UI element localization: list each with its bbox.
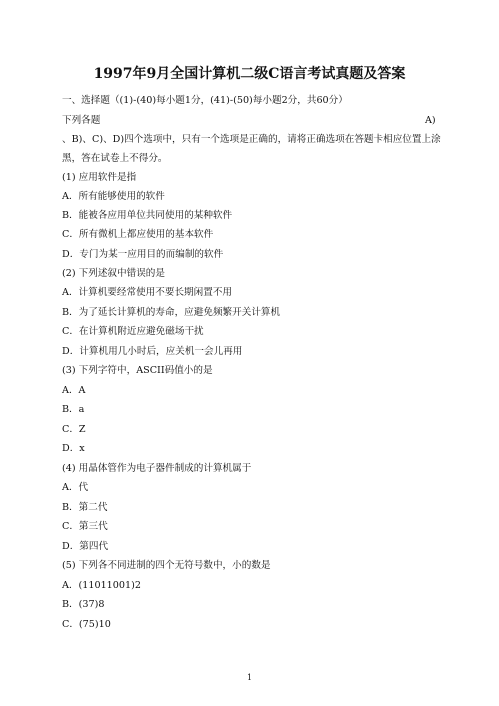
question-option: C．第三代 [62,521,108,532]
question-option: A．(11011001)2 [62,580,141,591]
question-stem: (5) 下列各不同进制的四个无符号数中，小的数是 [62,560,271,571]
intro-mark: A) [425,115,436,126]
question-option: D．专门为某一应用目的而编制的软件 [62,249,224,260]
question-option: D．第四代 [62,541,109,552]
intro-line-1: 下列各题 [62,115,101,126]
intro-line-2: 、B)、C)、D)四个选项中，只有一个选项是正确的，请将正确选项在答题卡相应位置上涂 [62,134,441,145]
question-stem: (1) 应用软件是指 [62,172,137,183]
question-option: C．在计算机附近应避免磁场干扰 [62,326,204,337]
question-option: B．能被各应用单位共同使用的某种软件 [62,210,233,221]
section-heading: 一、选择题（(1)-(40)每小题1分，(41)-(50)每小题2分，共60分） [62,95,348,106]
question-option: D．x [62,443,85,454]
question-option: A．计算机要经常使用不要长期闲置不用 [62,287,233,298]
question-stem: (2) 下列述叙中错误的是 [62,268,165,279]
question-option: B．为了延长计算机的寿命，应避免频繁开关计算机 [62,307,281,318]
question-stem: (4) 用晶体管作为电子器件制成的计算机属于 [62,463,252,474]
question-option: C．Z [62,424,86,435]
question-option: D．计算机用几小时后，应关机一会儿再用 [62,346,243,357]
question-stem: (3) 下列字符中，ASCII码值小的是 [62,365,213,376]
question-option: A．所有能够使用的软件 [62,191,165,202]
question-option: A．代 [62,482,89,493]
question-option: A．A [62,385,86,396]
question-option: B．(37)8 [62,599,105,610]
intro-line-3: 黑，答在试卷上不得分。 [62,153,168,164]
question-option: C．所有微机上都应使用的基本软件 [62,229,214,240]
question-option: B．第二代 [62,502,108,513]
page-number: 1 [246,673,253,682]
question-option: B．a [62,404,85,415]
page-title: 1997年9月全国计算机二级C语言考试真题及答案 [93,66,406,82]
question-option: C．(75)10 [62,619,111,630]
